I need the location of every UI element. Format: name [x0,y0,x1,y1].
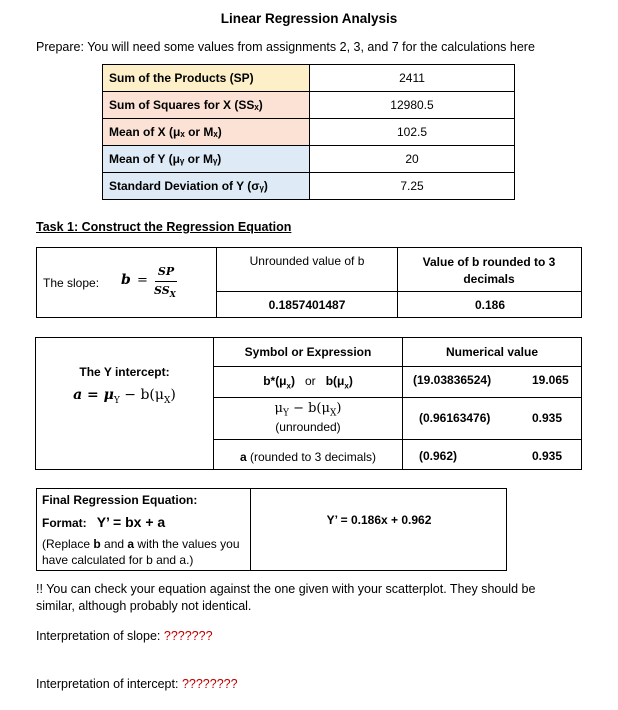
prep-values-table [102,64,515,200]
row2-value-unrounded: (0.96163476) [419,411,491,425]
mean-x-value: 102.5 [310,119,515,146]
final-heading: Final Regression Equation: [42,493,198,507]
rounded-value: 0.186 [474,298,506,312]
row1-expression: $b*(\mu_x)$ or $b(\mu_x)$ [263,374,353,391]
interpretation-intercept: Interpretation of intercept: ???????? [36,677,238,691]
interpretation-slope-value: ??????? [163,629,213,643]
interpretation-intercept-value: ???????? [181,677,238,691]
table-row [103,65,515,92]
ssx-label: Sum of Squares for X (SSₓ) [103,92,310,119]
format-line: Format: Y’ = bx + a [42,514,166,530]
page-title: Linear Regression Analysis [220,11,398,26]
row2-value-rounded: 0.935 [532,411,563,425]
slope-denominator: $SS_X$ [154,284,176,300]
interpretation-slope: Interpretation of slope: ??????? [36,629,213,643]
row3-expression: a (rounded to 3 decimals) [239,450,377,464]
table-row [103,92,515,119]
unrounded-header: Unrounded value of b [249,254,365,268]
symbol-header: Symbol or Expression [244,345,372,359]
slope-b-symbol: b [121,272,131,288]
intercept-label: The Y intercept: [79,365,170,379]
row2-expression: $\mu_Y - b(\mu_X)$ [274,401,342,419]
check-note: !! You can check your equation against the one given with your scatterplot. They should be similar, although probably not identical. [36,582,536,613]
table-row [103,146,515,173]
task1-heading: Task 1: Construct the Regression Equation [36,220,292,234]
row1-value-unrounded: (19.03836524) [413,373,492,387]
row3-value-unrounded: (0.962) [419,449,458,463]
slope-numerator: SP [157,265,175,278]
mean-x-label: Mean of X (μₓ or Mₓ) [103,119,310,146]
replace-note: (Replace b and a with the values you have calculated for b and a.) [42,537,240,567]
final-equation-box [36,488,507,571]
slope-equals: = [137,273,148,288]
row3-value-rounded: 0.935 [532,449,563,463]
table-row [103,119,515,146]
rounded-header: Value of b rounded to 3 decimals [422,255,556,286]
sd-y-value: 7.25 [310,173,515,200]
sp-value: 2411 [310,65,515,92]
sd-y-label: Standard Deviation of Y (σᵧ) [103,173,310,200]
numerical-header: Numerical value [445,345,539,359]
fraction-bar [155,281,177,282]
final-equation: Y’ = 0.186x + 0.962 [326,513,432,527]
intercept-table [35,337,582,470]
ssx-value: 12980.5 [310,92,515,119]
intercept-formula: $a = \mu_Y - b(\mu_X)$ [73,387,176,406]
unrounded-value: 0.1857401487 [268,298,346,312]
table-row [103,173,515,200]
prepare-instructions: Prepare: You will need some values from assignments 2, 3, and 7 for the calculations here [36,40,535,54]
slope-table [36,247,582,318]
row1-value-rounded: 19.065 [532,373,569,387]
row2-expression-note: (unrounded) [275,420,341,434]
sp-label: Sum of the Products (SP) [103,65,310,92]
slope-label: The slope: [43,276,100,290]
mean-y-value: 20 [310,146,515,173]
mean-y-label: Mean of Y (μᵧ or Mᵧ) [103,146,310,173]
